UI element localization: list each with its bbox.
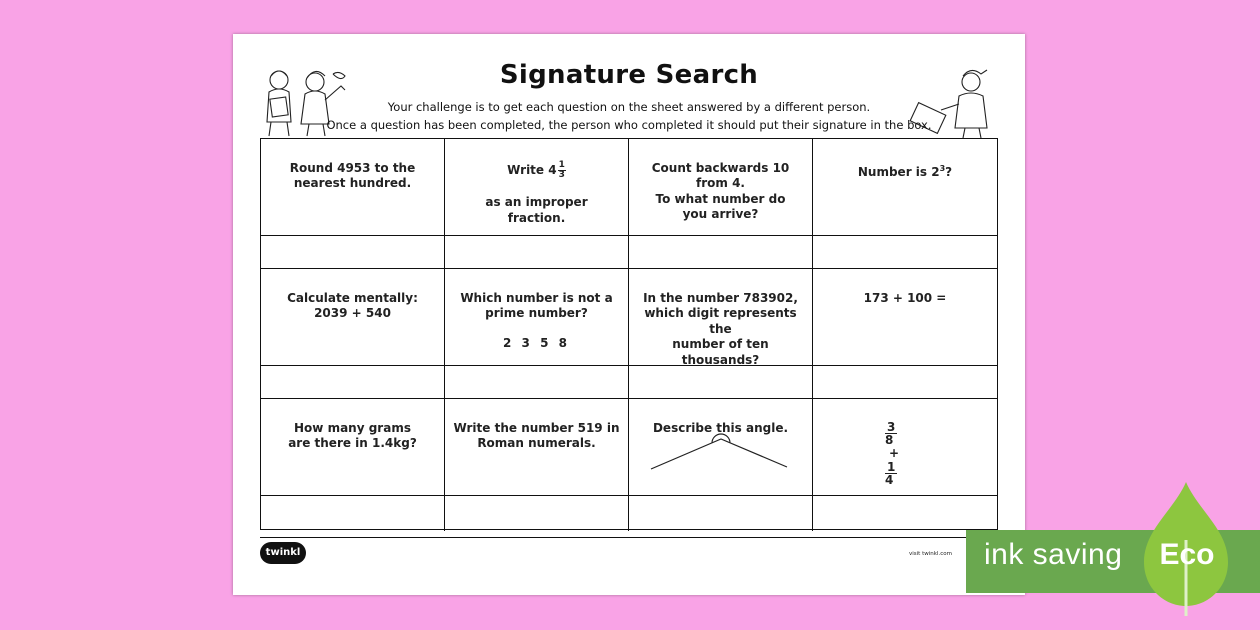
- signature-box-8[interactable]: [813, 366, 997, 399]
- twinkl-logo: twinkl: [260, 542, 306, 564]
- question-text-4-prefix: Number is 2: [857, 164, 940, 179]
- question-cell-4: [813, 139, 997, 236]
- question-text-4-suffix: ?: [945, 164, 953, 179]
- obtuse-angle-diagram: [649, 427, 799, 487]
- question-text-6: Which number is not a prime number?: [460, 290, 613, 320]
- footer-divider: [260, 537, 998, 538]
- question-text-2-rest: as an improper fraction.: [485, 195, 588, 225]
- worksheet-page: [233, 34, 1025, 595]
- fraction-three-eighths: [885, 421, 897, 446]
- signature-box-5[interactable]: [261, 366, 445, 399]
- ink-saving-label: ink saving: [984, 538, 1123, 571]
- question-text-5: Calculate mentally: 2039 + 540: [287, 290, 418, 320]
- question-text-11: Describe this angle.: [652, 420, 789, 435]
- signature-box-4[interactable]: [813, 236, 997, 269]
- worksheet-title: Signature Search: [499, 60, 759, 90]
- instructions-line-2: Once a question has been completed, the person who completed it should put their signature in the box.: [326, 118, 932, 132]
- eco-badge: Eco: [1159, 538, 1215, 571]
- question-text-8: 173 + 100 =: [863, 290, 947, 305]
- exponent: 3: [939, 163, 946, 173]
- question-text-9: How many grams are there in 1.4kg?: [288, 420, 417, 450]
- question-cell-8: [813, 269, 997, 366]
- question-text-7: In the number 783902, which digit represents the number of ten thousands?: [643, 290, 798, 367]
- signature-box-7[interactable]: [629, 366, 813, 399]
- question-text-3: Count backwards 10 from 4. To what number do you arrive?: [651, 160, 790, 221]
- signature-box-3[interactable]: [629, 236, 813, 269]
- question-cell-6: [445, 269, 629, 366]
- question-text-1: Round 4953 to the nearest hundred.: [289, 160, 416, 190]
- fraction-numerator: 1: [887, 460, 896, 475]
- instructions-line-1: Your challenge is to get each question on the sheet answered by a different person.: [387, 100, 871, 114]
- question-cell-11: [629, 399, 813, 496]
- fraction-numerator: 1: [558, 159, 565, 170]
- signature-box-11[interactable]: [629, 496, 813, 531]
- prime-options: 2 3 5 8: [503, 335, 570, 350]
- signature-box-10[interactable]: [445, 496, 629, 531]
- question-cell-12: [813, 399, 997, 496]
- mixed-number-fraction: [558, 161, 566, 180]
- fraction-denominator: 4: [885, 473, 894, 488]
- question-cell-1: [261, 139, 445, 236]
- question-cell-3: [629, 139, 813, 236]
- signature-box-9[interactable]: [261, 496, 445, 531]
- signature-box-6[interactable]: [445, 366, 629, 399]
- question-cell-7: [629, 269, 813, 366]
- fraction-one-quarter: [885, 461, 897, 486]
- question-cell-9: [261, 399, 445, 496]
- question-cell-5: [261, 269, 445, 366]
- signature-box-2[interactable]: [445, 236, 629, 269]
- fraction-denominator: 3: [558, 169, 565, 180]
- question-text-2-prefix: Write 4: [507, 162, 557, 177]
- signature-box-1[interactable]: [261, 236, 445, 269]
- fraction-numerator: 3: [887, 419, 896, 434]
- signature-box-12[interactable]: [813, 496, 997, 531]
- question-cell-2: [445, 139, 629, 236]
- question-text-10: Write the number 519 in Roman numerals.: [453, 420, 620, 450]
- question-cell-10: [445, 399, 629, 496]
- plus-sign: +: [889, 445, 900, 460]
- visit-link[interactable]: visit twinkl.com: [909, 551, 952, 557]
- question-grid: [260, 138, 998, 530]
- fraction-denominator: 8: [885, 432, 894, 447]
